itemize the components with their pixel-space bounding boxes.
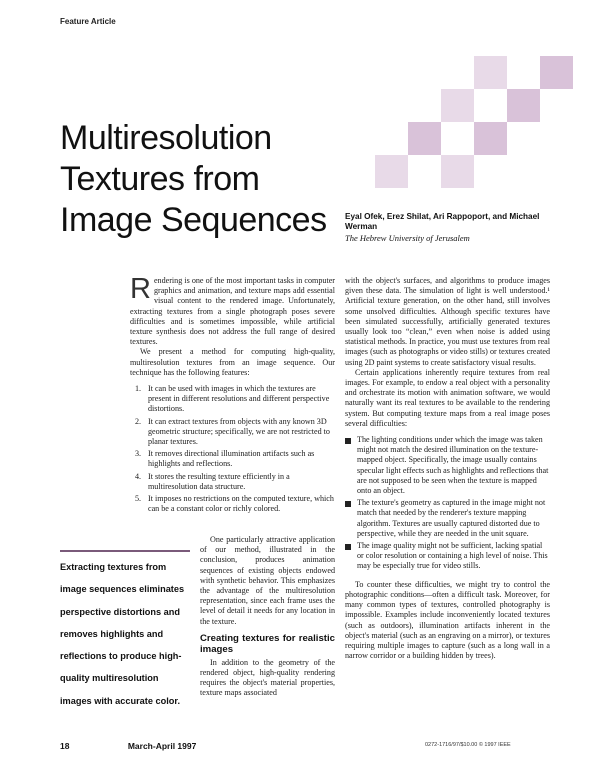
copyright-code: 0272-1716/97/$10.00 © 1997 IEEE (425, 742, 511, 748)
title-line: Image Sequences (60, 201, 327, 239)
list-item: 3. It removes directional illumination artifacts such as highlights and reflections. (135, 449, 315, 469)
bullet-square-icon (345, 501, 351, 507)
issue-date: March-April 1997 (127, 741, 197, 751)
footer (60, 741, 196, 751)
bullet-square-icon (345, 544, 351, 550)
bullet-square-icon (345, 438, 351, 444)
body-paragraph: In addition to the geometry of the rendered object, high-quality rendering requires the object's material properties, texture maps associated (200, 657, 335, 698)
author-names: Eyal Ofek, Erez Shilat, Ari Rappoport, and Michael Werman (345, 212, 540, 231)
feature-list (130, 384, 335, 514)
list-item: 1. It can be used with images in which the textures are present in different resolutions and different perspective distortions. (135, 384, 330, 414)
list-item: The texture's geometry as captured in the image might not match that needed by the renderer's texture mapping algorithm. Textures are usually captured distorted due to perspective, while they are needed in the unit square. (345, 498, 550, 539)
list-item: 2. It can extract textures from objects with any known 3D geometric structure; specifically, we are not restricted to planar textures. (135, 416, 330, 447)
column-one-lower (200, 535, 335, 699)
author-affiliation: The Hebrew University of Jerusalem (345, 233, 470, 243)
drop-cap: R (130, 273, 151, 305)
list-item: The lighting conditions under which the image was taken might not match the desired illumination on the texture-mapped object. Specifically, the image usually contains specular light effects such as highlights and reflections that are not supposed to be seen when the texture is mapped onto an object. (345, 435, 550, 496)
pull-quote: Extracting textures from image sequences eliminates perspective distortions and removes highlights and reflections to produce high-quality multiresolution images with accurate color. (60, 550, 190, 712)
difficulty-list (345, 435, 550, 572)
intro-paragraph: Rendering is one of the most important tasks in computer graphics and animation, and texture maps add essential visual content to the rendered image. Unfortunately, extracting textures from a single photograph poses severe difficulties and is sometimes impossible, while artificial texture synthesis does not address the full range of desired textures. (130, 273, 335, 347)
body-paragraph: To counter these difficulties, we might try to control the photographic conditions—often a difficult task. Moreover, for many common types of textures, controlled photography is impossible. Examples include inconveniently located textures (such as outdoors), illumination artifacts inherent in the object's material (such as an engraving on a mirror), or textures requiring multiple images to capture (such as a long wall in a narrow corridor or a building hidden by trees). (345, 579, 550, 661)
title-line: Textures from (60, 160, 260, 198)
page-number: 18 (60, 741, 70, 751)
title-line: Multiresolution (60, 119, 272, 157)
section-heading: Creating textures for realistic images (200, 632, 335, 655)
section-label: Feature Article (60, 17, 116, 26)
body-paragraph: One particularly attractive application of our method, illustrated in the conclusion, produces animation sequences of existing objects endowed with synthetic behavior. This emphasizes the advantage of the multiresolution representation, since each frame uses the level of detail it needs for any location in the texture. (200, 535, 335, 626)
article-title (60, 118, 330, 241)
list-item: The image quality might not be sufficient, lacking spatial or color resolution or containing a high level of noise. This may be especially true for video stills. (345, 541, 550, 572)
body-paragraph: with the object's surfaces, and algorithms to produce images given these data. The simulation of light is well understood.¹ Artificial texture generation, on the other hand, still involves some unsolved difficulties. Although specific textures have been simulated successfully, artificially generated textures usually look too “clean,” even when noise is added using statistical methods. In practice, you must use textures from real images (such as photographs or video stills) or textures created using 2D paint systems to create satisfactory visual results. (345, 276, 550, 367)
column-two (345, 276, 550, 661)
body-paragraph: We present a method for computing high-quality, multiresolution textures from an image sequence. Our technique has the following features: (130, 347, 335, 377)
body-paragraph: Certain applications inherently require textures from real images. For example, to endow a real object with a personality and orchestrate its motion with animation software, we would naturally want its real textures to be available to the rendering system. But computing texture maps from a real image poses several difficulties: (345, 367, 550, 428)
list-item: 4. It stores the resulting texture efficiently in a multiresolution data structure. (135, 471, 290, 491)
list-item: 5. It imposes no restrictions on the computed texture, which can be a constant color or richly colored. (135, 494, 334, 514)
column-one (130, 273, 335, 516)
